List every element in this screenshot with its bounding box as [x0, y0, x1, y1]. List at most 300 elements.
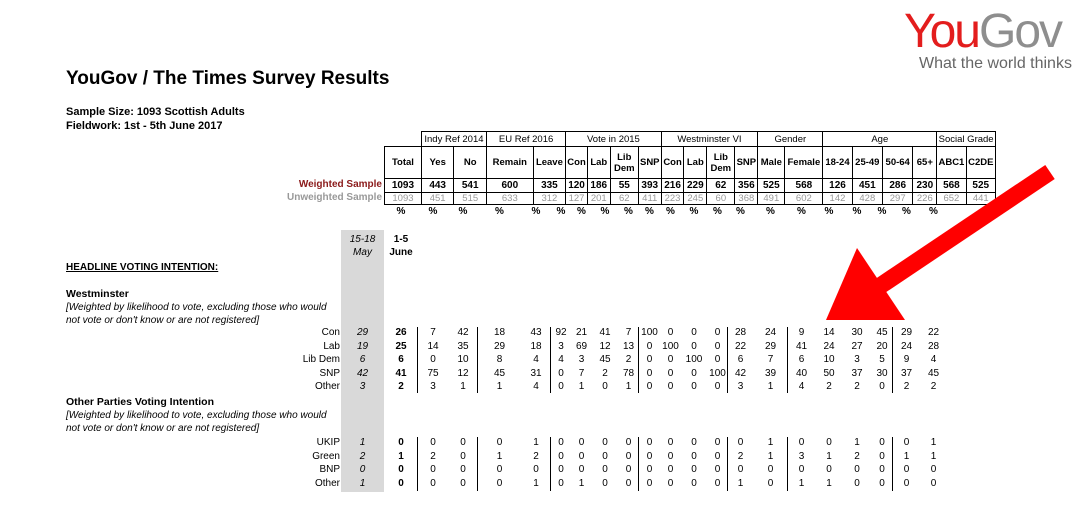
value-cell: 21: [575, 327, 588, 338]
value-cell: 28: [927, 340, 940, 352]
percent-cell: %: [736, 206, 745, 217]
percent-cell: %: [531, 206, 541, 217]
value-cell: 0: [667, 450, 674, 462]
column-header-line: Lib: [713, 151, 728, 163]
value-cell: 0: [667, 327, 674, 338]
other-parties-heading: Other Parties Voting Intention: [66, 396, 214, 408]
group-header: Social Grade: [938, 133, 994, 145]
value-cell: 2: [854, 381, 860, 392]
yougov-logo: YouGov: [904, 5, 1062, 58]
value-cell: 18: [493, 327, 506, 338]
value-cell: 3: [737, 381, 744, 392]
value-cell: 0: [930, 464, 937, 475]
value-cell: 0: [714, 340, 721, 352]
unweighted-sample-cell: 428: [852, 193, 882, 205]
value-cell: 0: [646, 437, 653, 448]
value-cell: 0: [714, 477, 721, 489]
weighted-sample-cell: 451: [852, 179, 882, 193]
value-cell: 20: [876, 340, 888, 352]
unweighted-sample-cell: 515: [454, 193, 487, 205]
value-cell: 42: [734, 367, 747, 379]
unweighted-sample-cell: 312: [533, 193, 566, 205]
value-cell: 75: [427, 367, 439, 379]
value-cell: 24: [764, 327, 777, 338]
value-cell: 0: [667, 367, 674, 379]
value-cell: 100: [662, 340, 679, 352]
value-cell: 0: [602, 437, 608, 448]
percent-cell: %: [689, 206, 699, 217]
value-cell: 9: [903, 354, 910, 365]
value-cell: 0: [767, 464, 774, 475]
value-cell: 0: [854, 477, 860, 489]
previous-value: 1: [359, 437, 366, 448]
value-cell: 1: [767, 381, 774, 392]
value-cell: 4: [930, 354, 937, 365]
value-cell: 1: [578, 381, 585, 392]
value-cell: 2: [854, 450, 860, 462]
weighted-sample-cell: 55: [610, 179, 638, 193]
value-cell: 41: [599, 327, 611, 338]
group-header: Gender: [758, 132, 823, 147]
value-cell: 0: [625, 464, 632, 475]
value-cell: 0: [602, 477, 608, 489]
value-cell: 27: [851, 340, 863, 352]
value-cell: 0: [646, 381, 653, 392]
value-cell: 0: [691, 464, 697, 475]
value-cell: 0: [798, 464, 805, 475]
weighted-sample-cell: 443: [421, 179, 454, 193]
row-label: Lib Dem: [302, 354, 340, 365]
value-cell: 0: [879, 477, 885, 489]
weighted-sample-cell: 62: [707, 179, 735, 193]
weighted-sample-cell: 356: [735, 179, 758, 193]
value-cell: 0: [646, 367, 653, 379]
weighted-sample-cell: 335: [533, 179, 566, 193]
value-cell: 35: [457, 340, 469, 352]
value-cell: 14: [823, 327, 835, 338]
group-header: EU Ref 2016: [486, 132, 565, 147]
value-cell: 1: [578, 477, 585, 489]
percent-cell: %: [824, 206, 834, 217]
value-cell: 18: [530, 340, 542, 352]
row-label: Other: [314, 477, 340, 489]
value-cell: 37: [900, 367, 913, 379]
value-cell: 0: [430, 437, 436, 448]
percent-cell: %: [396, 206, 406, 217]
column-header: 25-49: [852, 147, 882, 179]
value-cell: 9: [798, 327, 805, 338]
value-cell: 0: [398, 437, 404, 448]
page-title: YouGov / The Times Survey Results: [66, 68, 390, 89]
value-cell: 0: [714, 437, 721, 448]
logo-tagline: What the world thinks: [919, 55, 1072, 72]
percent-cell: %: [428, 206, 438, 217]
value-cell: 0: [646, 477, 653, 489]
value-cell: 26: [395, 327, 407, 338]
unweighted-sample-cell: 1093: [385, 193, 422, 205]
value-cell: 41: [395, 367, 407, 379]
value-cell: 2: [398, 381, 404, 392]
percent-cell: %: [495, 206, 504, 217]
weighted-sample-cell: 126: [823, 179, 852, 193]
unweighted-sample-cell: 441: [966, 193, 995, 205]
value-cell: 69: [575, 340, 588, 352]
weighted-sample-cell: 230: [913, 179, 937, 193]
value-cell: 10: [457, 354, 469, 365]
value-cell: 0: [903, 477, 910, 489]
value-cell: 0: [558, 437, 564, 448]
value-cell: 0: [854, 464, 860, 475]
value-cell: 8: [496, 354, 503, 365]
value-cell: 0: [558, 477, 564, 489]
weighted-sample-cell: 120: [566, 179, 588, 193]
value-cell: 5: [879, 354, 885, 365]
value-cell: 0: [667, 464, 674, 475]
value-cell: 24: [823, 340, 835, 352]
column-header: 50-64: [883, 147, 913, 179]
percent-cell: %: [458, 206, 468, 217]
value-cell: 25: [395, 340, 407, 352]
value-cell: 0: [667, 437, 674, 448]
column-header: Con: [566, 147, 588, 179]
weighted-sample-cell: 525: [966, 179, 995, 193]
value-cell: 29: [493, 340, 506, 352]
column-header-line: Dem: [710, 162, 732, 174]
unweighted-sample-cell: 297: [883, 193, 913, 205]
row-label: Green: [312, 450, 340, 462]
value-cell: 1: [798, 477, 805, 489]
unweighted-sample-cell: 226: [913, 193, 937, 205]
value-cell: 0: [558, 381, 564, 392]
value-cell: 45: [493, 367, 506, 379]
value-cell: 2: [602, 367, 608, 379]
value-cell: 37: [851, 367, 863, 379]
weighted-sample-cell: 568: [785, 179, 823, 193]
weighted-sample-cell: 541: [454, 179, 487, 193]
value-cell: 0: [879, 437, 885, 448]
westminster-heading: Westminster: [66, 288, 129, 300]
value-cell: 3: [798, 450, 805, 462]
group-header: Age: [823, 132, 937, 147]
value-cell: 1: [533, 437, 539, 448]
previous-value: 6: [359, 354, 366, 365]
westminster-note: [Weighted by likelihood to vote, excluding those who would not vote or don't know or are not registered]: [66, 302, 327, 326]
weighted-sample-cell: 186: [587, 179, 610, 193]
value-cell: 1: [496, 381, 503, 392]
group-header: Westminster VI: [661, 132, 758, 147]
value-cell: 12: [457, 367, 469, 379]
value-cell: 0: [496, 477, 503, 489]
unweighted-sample-label: Unweighted Sample: [286, 192, 382, 203]
column-header: Female: [785, 147, 823, 179]
value-cell: 0: [714, 464, 721, 475]
value-cell: 0: [625, 450, 632, 462]
value-cell: 1: [460, 381, 466, 392]
column-header: Total: [385, 147, 422, 179]
value-cell: 30: [876, 367, 888, 379]
column-header: Remain: [486, 147, 533, 179]
previous-value: 42: [356, 367, 369, 379]
value-cell: 6: [737, 354, 744, 365]
column-header: Con: [661, 147, 684, 179]
value-cell: 0: [578, 464, 585, 475]
value-cell: 28: [734, 327, 747, 338]
value-cell: 0: [398, 464, 404, 475]
percent-cell: %: [556, 206, 566, 217]
row-label: Other: [314, 381, 340, 392]
value-cell: 3: [558, 340, 564, 352]
value-cell: 0: [646, 354, 653, 365]
value-cell: 2: [430, 450, 436, 462]
percent-cell: %: [929, 206, 938, 217]
value-cell: 29: [764, 340, 777, 352]
value-cell: 1: [854, 437, 860, 448]
value-cell: 42: [457, 327, 469, 338]
value-cell: 92: [555, 327, 567, 338]
value-cell: 2: [737, 450, 744, 462]
value-cell: 1: [930, 437, 937, 448]
percent-cell: %: [645, 206, 654, 217]
row-label: UKIP: [316, 437, 340, 448]
percent-cell: %: [877, 206, 887, 217]
value-cell: 0: [879, 381, 885, 392]
value-cell: 0: [714, 354, 721, 365]
value-cell: 0: [691, 437, 697, 448]
value-cell: 0: [602, 464, 608, 475]
value-cell: 45: [927, 367, 940, 379]
unweighted-sample-cell: 633: [486, 193, 533, 205]
percent-cell: %: [852, 206, 862, 217]
value-cell: 2: [930, 381, 937, 392]
value-cell: 0: [398, 477, 404, 489]
column-header: ABC1: [937, 147, 966, 179]
value-cell: 0: [691, 340, 697, 352]
weighted-sample-label: Weighted Sample: [298, 179, 382, 190]
value-cell: 6: [798, 354, 805, 365]
value-cell: 14: [427, 340, 439, 352]
value-cell: 41: [795, 340, 808, 352]
weighted-sample-cell: 525: [758, 179, 785, 193]
group-header: Vote in 2015: [566, 132, 661, 147]
value-cell: 3: [578, 354, 585, 365]
value-cell: 0: [737, 437, 744, 448]
column-header-line: Dem: [613, 162, 635, 174]
weighted-sample-cell: 286: [883, 179, 913, 193]
value-cell: 1: [826, 450, 832, 462]
value-cell: 39: [764, 367, 777, 379]
value-cell: 0: [667, 354, 674, 365]
value-cell: 100: [709, 367, 726, 379]
sample-size: Sample Size: 1093 Scottish Adults: [66, 106, 245, 118]
value-cell: 0: [496, 464, 503, 475]
value-cell: 0: [903, 464, 910, 475]
value-cell: 1: [903, 450, 910, 462]
column-header: Leave: [533, 147, 566, 179]
percent-cell: %: [766, 206, 775, 217]
column-header-line: Lib: [617, 151, 632, 163]
value-cell: 40: [795, 367, 808, 379]
previous-value: 19: [356, 340, 369, 352]
weighted-sample-cell: 216: [661, 179, 684, 193]
value-cell: 50: [823, 367, 835, 379]
value-cell: 24: [900, 340, 913, 352]
weighted-sample-cell: 568: [937, 179, 966, 193]
headline-heading: HEADLINE VOTING INTENTION:: [66, 262, 219, 273]
value-cell: 1: [930, 450, 937, 462]
previous-value: 3: [359, 381, 366, 392]
unweighted-sample-cell: 451: [421, 193, 454, 205]
value-cell: 0: [625, 477, 632, 489]
value-cell: 1: [737, 477, 744, 489]
value-cell: 0: [667, 381, 674, 392]
value-cell: 0: [930, 477, 937, 489]
value-cell: 1: [533, 477, 539, 489]
value-cell: 0: [667, 477, 674, 489]
value-cell: 12: [599, 340, 611, 352]
value-cell: 10: [823, 354, 835, 365]
value-cell: 45: [876, 327, 888, 338]
value-cell: 22: [734, 340, 747, 352]
previous-value: 2: [359, 450, 366, 462]
value-cell: 0: [826, 464, 832, 475]
unweighted-sample-cell: 142: [823, 193, 852, 205]
percent-cell: %: [600, 206, 610, 217]
column-header: No: [454, 147, 487, 179]
value-cell: 4: [533, 381, 539, 392]
column-header: SNP: [638, 147, 661, 179]
unweighted-sample-cell: 652: [937, 193, 966, 205]
value-cell: 0: [691, 450, 697, 462]
unweighted-sample-cell: 223: [661, 193, 684, 205]
column-header: Yes: [421, 147, 454, 179]
value-cell: 0: [646, 340, 653, 352]
previous-value: 0: [359, 464, 366, 475]
value-cell: 4: [558, 354, 564, 365]
value-cell: 2: [826, 381, 832, 392]
value-cell: 0: [602, 381, 608, 392]
previous-poll-date: 15-18 May: [349, 234, 376, 258]
fieldwork: Fieldwork: 1st - 5th June 2017: [66, 120, 223, 132]
value-cell: 13: [622, 340, 635, 352]
value-cell: 7: [767, 354, 774, 365]
value-cell: 4: [798, 381, 805, 392]
percent-cell: %: [666, 206, 675, 217]
column-header: 65+: [913, 147, 937, 179]
value-cell: 0: [767, 477, 774, 489]
value-cell: 0: [691, 327, 697, 338]
value-cell: 0: [460, 477, 466, 489]
unweighted-sample-cell: 201: [587, 193, 610, 205]
value-cell: 0: [460, 437, 466, 448]
unweighted-sample-cell: 491: [758, 193, 785, 205]
percent-cell: %: [624, 206, 633, 217]
value-cell: 0: [460, 464, 466, 475]
value-cell: 0: [496, 437, 503, 448]
value-cell: 0: [646, 450, 653, 462]
value-cell: 7: [625, 327, 632, 338]
value-cell: 31: [530, 367, 542, 379]
value-cell: 0: [798, 437, 805, 448]
value-cell: 7: [578, 367, 585, 379]
percent-cell: %: [797, 206, 806, 217]
value-cell: 1: [826, 477, 832, 489]
percent-cell: %: [577, 206, 586, 217]
value-cell: 0: [737, 464, 744, 475]
value-cell: 1: [767, 437, 774, 448]
row-label: BNP: [319, 464, 340, 475]
value-cell: 6: [398, 354, 404, 365]
value-cell: 0: [879, 464, 885, 475]
group-header: Indy Ref 2014: [421, 132, 486, 147]
previous-value: 29: [356, 327, 369, 338]
value-cell: 22: [927, 327, 940, 338]
value-cell: 0: [558, 367, 564, 379]
weighted-sample-cell: 1093: [385, 179, 422, 193]
value-cell: 0: [691, 477, 697, 489]
unweighted-sample-cell: 62: [610, 193, 638, 205]
value-cell: 0: [430, 477, 436, 489]
column-header: SNP: [735, 147, 758, 179]
column-header: Male: [758, 147, 785, 179]
value-cell: 0: [558, 450, 564, 462]
value-cell: 78: [622, 367, 635, 379]
value-cell: 1: [496, 450, 503, 462]
value-cell: 4: [533, 354, 539, 365]
column-header: 18-24: [823, 147, 852, 179]
value-cell: 0: [533, 464, 539, 475]
value-cell: 0: [430, 354, 436, 365]
value-cell: 0: [578, 437, 585, 448]
percent-cell: %: [902, 206, 911, 217]
value-cell: 0: [460, 450, 466, 462]
column-header: Lab: [587, 147, 610, 179]
value-cell: 2: [625, 354, 632, 365]
value-cell: 100: [641, 327, 658, 338]
value-cell: 2: [903, 381, 910, 392]
weighted-sample-cell: 229: [684, 179, 707, 193]
value-cell: 30: [851, 327, 863, 338]
value-cell: 0: [691, 381, 697, 392]
value-cell: 0: [602, 450, 608, 462]
column-header: Lab: [684, 147, 707, 179]
value-cell: 0: [430, 464, 436, 475]
value-cell: 1: [625, 381, 632, 392]
unweighted-sample-cell: 245: [684, 193, 707, 205]
unweighted-sample-cell: 602: [785, 193, 823, 205]
value-cell: 7: [430, 327, 436, 338]
value-cell: 3: [854, 354, 860, 365]
previous-value: 1: [359, 477, 366, 489]
value-cell: 3: [430, 381, 436, 392]
row-label: Con: [321, 327, 340, 338]
value-cell: 0: [826, 437, 832, 448]
value-cell: 0: [714, 450, 721, 462]
value-cell: 0: [625, 437, 632, 448]
row-label: SNP: [319, 367, 340, 379]
unweighted-sample-cell: 60: [707, 193, 735, 205]
row-label: Lab: [323, 340, 340, 352]
value-cell: 0: [558, 464, 564, 475]
percent-cell: %: [713, 206, 722, 217]
value-cell: 0: [714, 327, 721, 338]
current-poll-date: 1-5 June: [389, 234, 413, 258]
other-parties-note: [Weighted by likelihood to vote, excluding those who would not vote or don't know or are not registered]: [66, 410, 327, 434]
value-cell: 29: [900, 327, 913, 338]
value-cell: 0: [903, 437, 910, 448]
unweighted-sample-cell: 411: [638, 193, 661, 205]
column-header: C2DE: [966, 147, 995, 179]
value-cell: 1: [398, 450, 404, 462]
